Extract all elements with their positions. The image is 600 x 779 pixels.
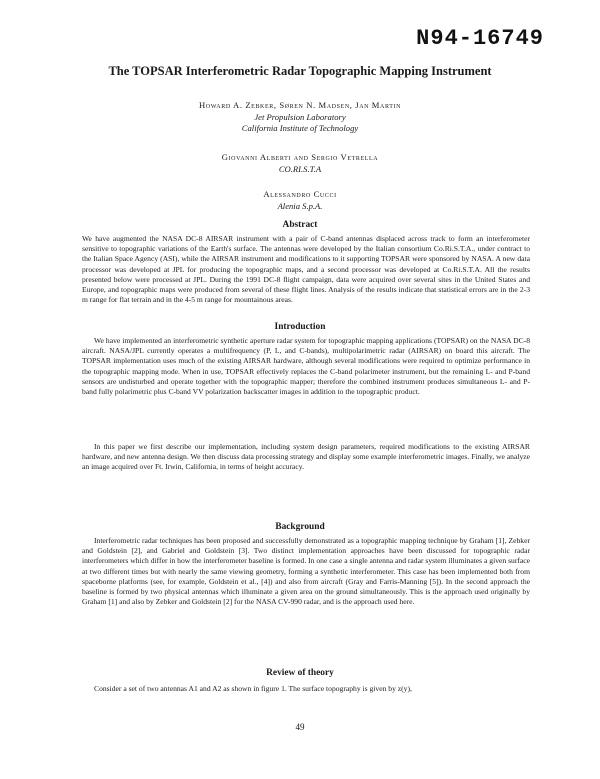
author-names: Howard A. Zebker, Søren N. Madsen, Jan Martin: [198, 100, 402, 110]
introduction-paragraph-1: We have implemented an interferometric synthetic aperture radar system for topographic mapping applications (TOPSAR) on the NASA DC-8 aircraft. NASA/JPL currently operates a multifrequency (P, L, and C-bands), multipolarimetric radar (AIRSAR) on board this aircraft. The TOPSAR implementation uses much of the existing AIRSAR hardware, although several modifications were required to optimize performance in the topographic mapping mode. When in use, TOPSAR effectively replaces the C-band polarimeter instrument, but the remaining L- and P-band sensors are undisturbed and operate together with the topographic mapper; therefore the combined instrument produces simultaneous L- and P-band fully polarimetric plus C-band VV polarization backscatter images in addition to the topographic product.: [82, 336, 530, 397]
page-number: 49: [295, 722, 305, 732]
author-names: Giovanni Alberti and Sergio Vetrella: [221, 152, 379, 162]
author-block-alenia: [0, 189, 600, 212]
affiliation: Jet Propulsion Laboratory: [254, 111, 346, 122]
review-heading: Review of theory: [266, 668, 334, 678]
affiliation: CO.RI.S.T.A: [278, 163, 322, 174]
review-text: Consider a set of two antennas A1 and A2 as shown in figure 1. The surface topography is given by z(y),: [94, 684, 412, 693]
abstract-heading: Abstract: [282, 220, 318, 230]
background-text: Interferometric radar techniques has been proposed and successfully demonstrated as a topographic mapping technique by Graham [1], Zebker and Goldstein [2], and Gabriel and Goldstein [3]. Two distinct implementation approaches have been discussed for topographic radar interferometers which differ in how the interferometer baseline is formed. In one case a single antenna and radar system illuminates a given surface at two different times but with nearly the same viewing geometry, forming a synthetic interferometer. This case has been implemented both from spaceborne platforms (see, for example, Goldstein et al., [4]) and also from aircraft (Gray and Farris-Manning [5]). In the second approach the baseline is formed by two physical antennas which illuminate a given area on the ground simultaneously. This is the approach used originally by Graham [1] and also by Zebker and Goldstein [2] for the NASA CV-990 radar, and is the approach used here.: [82, 536, 530, 607]
introduction-heading: Introduction: [274, 322, 326, 332]
affiliation: California Institute of Technology: [241, 123, 359, 133]
paper-title: The TOPSAR Interferometric Radar Topographic Mapping Instrument: [108, 64, 492, 78]
author-block-corista: [0, 152, 600, 175]
author-block-jpl: [0, 100, 600, 135]
abstract-text: We have augmented the NASA DC-8 AIRSAR instrument with a pair of C-band antennas displaced across track to form an interferometer sensitive to topographic variations of the Earth's surface. The antennas were developed by the Italian consortium Co.Ri.S.T.A., under contract to the Italian Space Agency (ASI), while the AIRSAR instrument and modifications to it supporting TOPSAR were sponsored by NASA. A new data processor was developed at JPL for producing the topographic maps, and a second processor was developed at Co.Ri.S.T.A. All the results presented below were processed at JPL. During the 1991 DC-8 flight campaign, data were acquired over several sites in the United States and Europe, and topographic maps were produced from several of these flight lines. Analysis of the results indicate that statistical errors are in the 2-3 m range for flat terrain and in the 4-5 m range for mountainous areas.: [82, 234, 530, 305]
affiliation: Alenia S.p.A.: [277, 200, 323, 211]
background-heading: Background: [275, 522, 325, 532]
introduction-paragraph-2: In this paper we first describe our implementation, including system design parameters, required modifications to the existing AIRSAR hardware, and new antenna design. We then discuss data processing strategy and display some example interferometric images. Finally, we analyze an image acquired over Ft. Irwin, California, in terms of height accuracy.: [82, 442, 530, 472]
document-id: N94-16749: [416, 26, 544, 51]
author-names: Alessandro Cucci: [263, 189, 337, 199]
